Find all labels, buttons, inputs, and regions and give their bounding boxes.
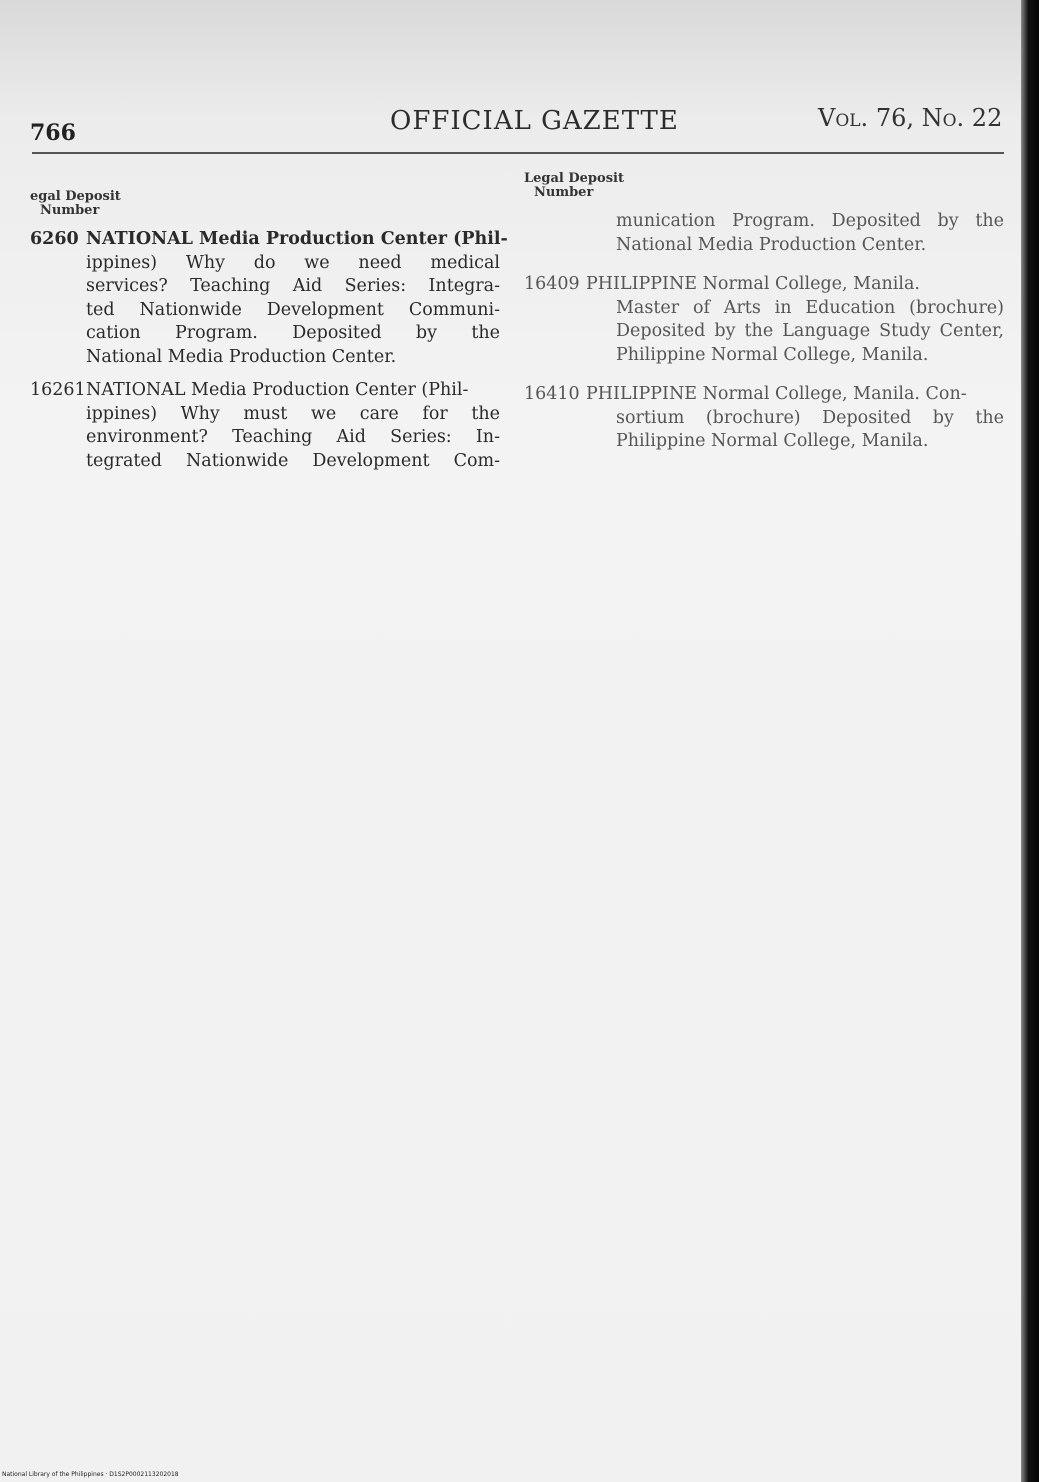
entry-first-line: NATIONAL Media Production Center (Phil- (86, 380, 469, 400)
continuation-text (524, 210, 1004, 257)
scan-dark-edge (1021, 0, 1039, 1482)
deposit-number: 16261 (30, 380, 86, 400)
entry-line: ippines) Why do we need medical (86, 252, 500, 273)
entry-line: services? Teaching Aid Series: Integra- (86, 276, 500, 296)
deposit-entry (524, 273, 1004, 367)
entry-line: ippines) Why must we care for the (86, 403, 500, 424)
scan-footer: National Library of the Philippines · D1S2P0002113202018 (2, 1471, 179, 1478)
deposit-entry (30, 379, 500, 473)
entry-line: National Media Production Center. (86, 346, 397, 367)
entry-first-line: PHILIPPINE Normal College, Manila. Con- (586, 384, 967, 404)
left-column (30, 189, 508, 473)
entry-line: Deposited by the Language Study Center, (616, 321, 1004, 341)
entry-first-line: NATIONAL Media Production Center (Phil- (86, 229, 508, 249)
entry-line: sortium (brochure) Deposited by the (616, 407, 1004, 428)
entry-line: Philippine Normal College, Manila. (616, 431, 929, 451)
publication-title: OFFICIAL GAZETTE (390, 106, 679, 136)
entry-first-line: PHILIPPINE Normal College, Manila. (586, 274, 920, 294)
entry-line: environment? Teaching Aid Series: In- (86, 427, 500, 447)
entry-line: munication Program. Deposited by the (616, 211, 1004, 231)
right-column (524, 172, 1004, 454)
header-rule (32, 152, 1004, 154)
deposit-number: 6260 (30, 229, 79, 249)
page-number: 766 (30, 120, 76, 146)
entry-line: Philippine Normal College, Manila. (616, 344, 929, 365)
entry-line: cation Program. Deposited by the (86, 323, 500, 343)
volume-number: Vol. 76, No. 22 (818, 104, 1003, 132)
entry-line: tegrated Nationwide Development Com- (86, 450, 500, 471)
legal-deposit-label: Legal Deposit Number (524, 171, 624, 200)
deposit-number: 16410 (524, 384, 580, 404)
entry-line: Master of Arts in Education (brochure) (616, 297, 1004, 318)
entry-line: ted Nationwide Development Communi- (86, 299, 500, 320)
page-header (0, 106, 1021, 146)
deposit-entry (524, 383, 1004, 454)
legal-deposit-label: egal Deposit Number (30, 189, 121, 218)
entry-line: National Media Production Center. (616, 234, 927, 255)
deposit-number: 16409 (524, 274, 580, 294)
deposit-entry (30, 228, 508, 369)
